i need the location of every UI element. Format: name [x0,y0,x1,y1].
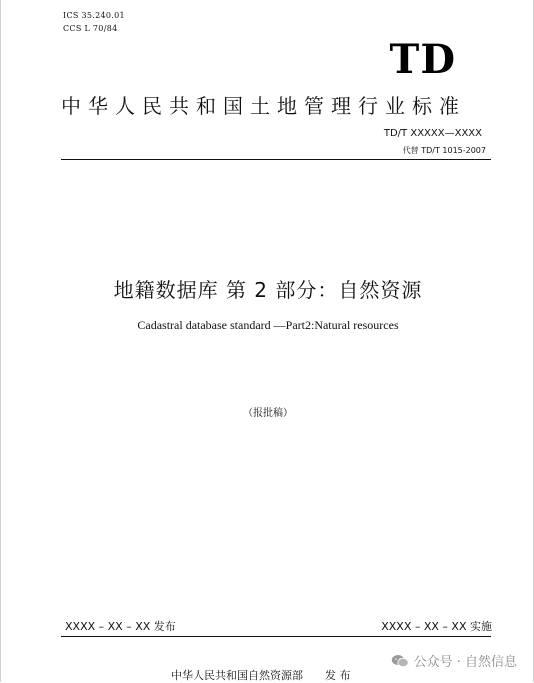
header-divider [61,159,491,160]
issue-date: XXXX – XX – XX 发布 [65,620,176,633]
standard-number: TD/T XXXXX—XXXX [383,128,482,139]
watermark-text: 公众号 · 自然信息 [413,655,517,670]
draft-status: （报批稿） [243,408,293,419]
ccs-code: CCS L 70/84 [63,24,118,33]
publisher-name: 中华人民共和国自然资源部 [171,669,303,682]
watermark [391,651,517,670]
wechat-icon [391,654,409,668]
publisher-line [171,667,351,683]
publish-label: 发 布 [325,669,351,682]
document-title-chinese: 地籍数据库 第 2 部分：自然资源 [113,278,423,302]
document-title-english: Cadastral database standard —Part2:Natural resources [137,318,399,332]
footer-divider [61,636,491,637]
replaces-standard: 代替 TD/T 1015-2007 [402,146,486,155]
industry-standard-heading: 中华人民共和国土地管理行业标准 [61,94,466,118]
implementation-date: XXXX – XX – XX 实施 [381,620,492,633]
td-logo: TD [389,36,456,83]
ics-code: ICS 35.240.01 [63,11,125,20]
